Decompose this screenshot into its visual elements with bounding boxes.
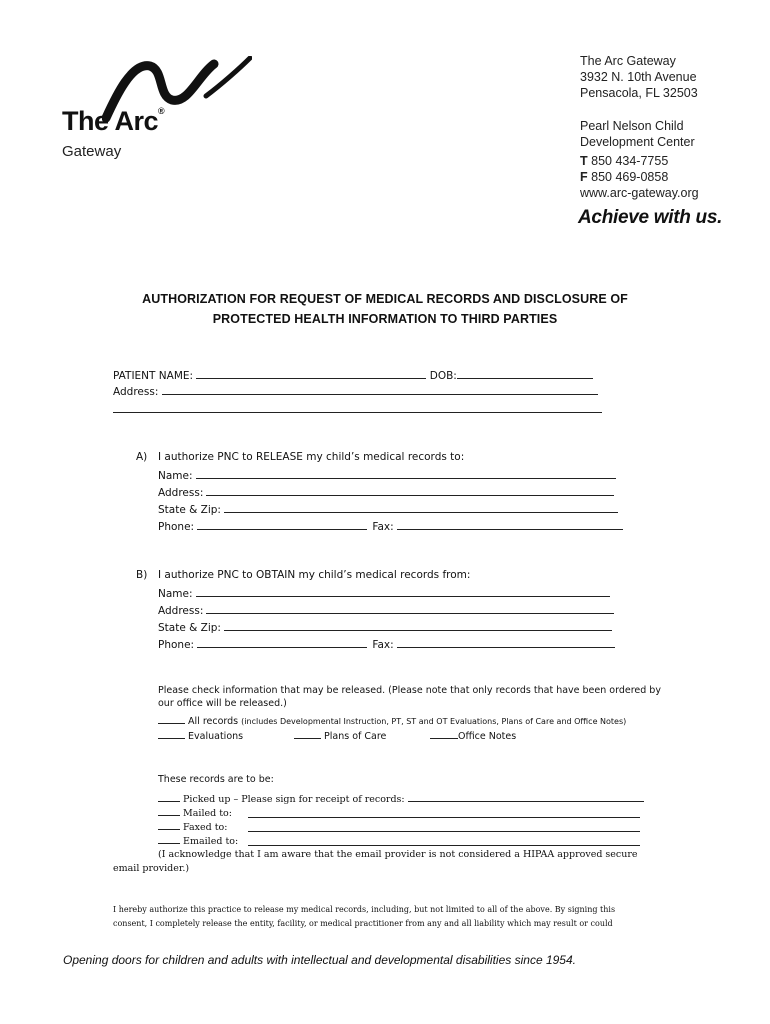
faxed-number-field[interactable] <box>248 821 640 832</box>
email-ack-line-1: (I acknowledge that I am aware that the email provider is not considered a HIPAA approved secure <box>158 849 638 860</box>
release-address-field[interactable] <box>206 485 614 496</box>
emailed-checkbox[interactable] <box>158 833 180 844</box>
release-name-field[interactable] <box>196 468 616 479</box>
obtain-address-field[interactable] <box>206 603 614 614</box>
logo-name: The Arc® <box>62 106 165 136</box>
obtain-fax-field[interactable] <box>397 637 615 648</box>
arc-logo <box>62 56 232 166</box>
faxed-checkbox[interactable] <box>158 819 180 830</box>
fax-line: F 850 469-0858 <box>580 170 669 184</box>
obtain-phone-field[interactable] <box>197 637 367 648</box>
section-a-statezip-row: State & Zip: <box>158 502 618 516</box>
mailed-row: Mailed to: <box>158 805 232 819</box>
section-b-address-row: Address: <box>158 603 614 617</box>
org-name: The Arc Gateway <box>580 54 676 68</box>
emailed-address-field[interactable] <box>248 835 640 846</box>
logo-subtitle: Gateway <box>62 143 122 160</box>
info-note-line-2: our office will be released.) <box>158 698 287 709</box>
evaluations-checkbox[interactable] <box>158 728 185 739</box>
patient-name-field[interactable] <box>196 368 426 379</box>
consent-line-2: consent, I completely release the entity, facility, or medical practitioner from any and all liability which may result or could <box>113 919 613 928</box>
patient-address-field[interactable] <box>162 384 598 395</box>
info-note-line-1: Please check information that may be released. (Please note that only records that have been ordered by <box>158 685 661 696</box>
mailed-address-field[interactable] <box>248 807 640 818</box>
patient-name-row: PATIENT NAME: DOB: <box>113 368 593 382</box>
section-b-heading: I authorize PNC to OBTAIN my child’s medical records from: <box>158 569 471 581</box>
picked-up-signature-field[interactable] <box>408 791 644 802</box>
obtain-statezip-field[interactable] <box>224 620 612 631</box>
section-b-statezip-row: State & Zip: <box>158 620 612 634</box>
all-records-row: All records (includes Developmental Instruction, PT, ST and OT Evaluations, Plans of Care and Office Notes) <box>158 713 626 727</box>
consent-line-1: I hereby authorize this practice to release my medical records, including, but not limited to all of the above. By signing this <box>113 905 616 914</box>
dob-field[interactable] <box>457 368 593 379</box>
release-phone-field[interactable] <box>197 519 367 530</box>
picked-up-checkbox[interactable] <box>158 791 180 802</box>
website-link[interactable]: www.arc-gateway.org <box>580 186 699 200</box>
section-a-letter: A) <box>136 451 148 463</box>
email-ack-line-2: email provider.) <box>113 863 190 874</box>
center-name-2: Development Center <box>580 135 695 149</box>
phone-line: T 850 434-7755 <box>580 154 669 168</box>
patient-address-extra-row <box>113 400 602 418</box>
section-b-letter: B) <box>136 569 148 581</box>
picked-up-row: Picked up – Please sign for receipt of records: <box>158 791 644 805</box>
org-address-1: 3932 N. 10th Avenue <box>580 70 697 84</box>
form-title-line-1: AUTHORIZATION FOR REQUEST OF MEDICAL RECORDS AND DISCLOSURE OF <box>142 292 628 306</box>
tagline: Achieve with us. <box>578 207 723 228</box>
plans-of-care-checkbox[interactable] <box>294 728 321 739</box>
patient-address-extra-field[interactable] <box>113 402 602 413</box>
office-notes-row: Office Notes <box>430 728 516 742</box>
faxed-row: Faxed to: <box>158 819 227 833</box>
footer-mission: Opening doors for children and adults with intellectual and developmental disabilities since 1954. <box>63 953 576 967</box>
release-fax-field[interactable] <box>397 519 623 530</box>
section-a-phone-row: Phone: Fax: <box>158 519 623 533</box>
plans-of-care-row: Plans of Care <box>294 728 386 742</box>
delivery-heading: These records are to be: <box>158 774 274 785</box>
section-a-name-row: Name: <box>158 468 616 482</box>
emailed-row: Emailed to: <box>158 833 238 847</box>
section-b-name-row: Name: <box>158 586 610 600</box>
form-title-line-2: PROTECTED HEALTH INFORMATION TO THIRD PARTIES <box>212 312 558 326</box>
section-a-address-row: Address: <box>158 485 614 499</box>
org-address-2: Pensacola, FL 32503 <box>580 86 698 100</box>
section-a-heading: I authorize PNC to RELEASE my child’s medical records to: <box>158 451 465 463</box>
office-notes-checkbox[interactable] <box>430 728 458 739</box>
section-b-phone-row: Phone: Fax: <box>158 637 615 651</box>
obtain-name-field[interactable] <box>196 586 610 597</box>
all-records-checkbox[interactable] <box>158 713 185 724</box>
release-statezip-field[interactable] <box>224 502 618 513</box>
patient-address-row: Address: <box>113 384 598 398</box>
evaluations-row: Evaluations <box>158 728 243 742</box>
center-name-1: Pearl Nelson Child <box>580 119 684 133</box>
mailed-checkbox[interactable] <box>158 805 180 816</box>
